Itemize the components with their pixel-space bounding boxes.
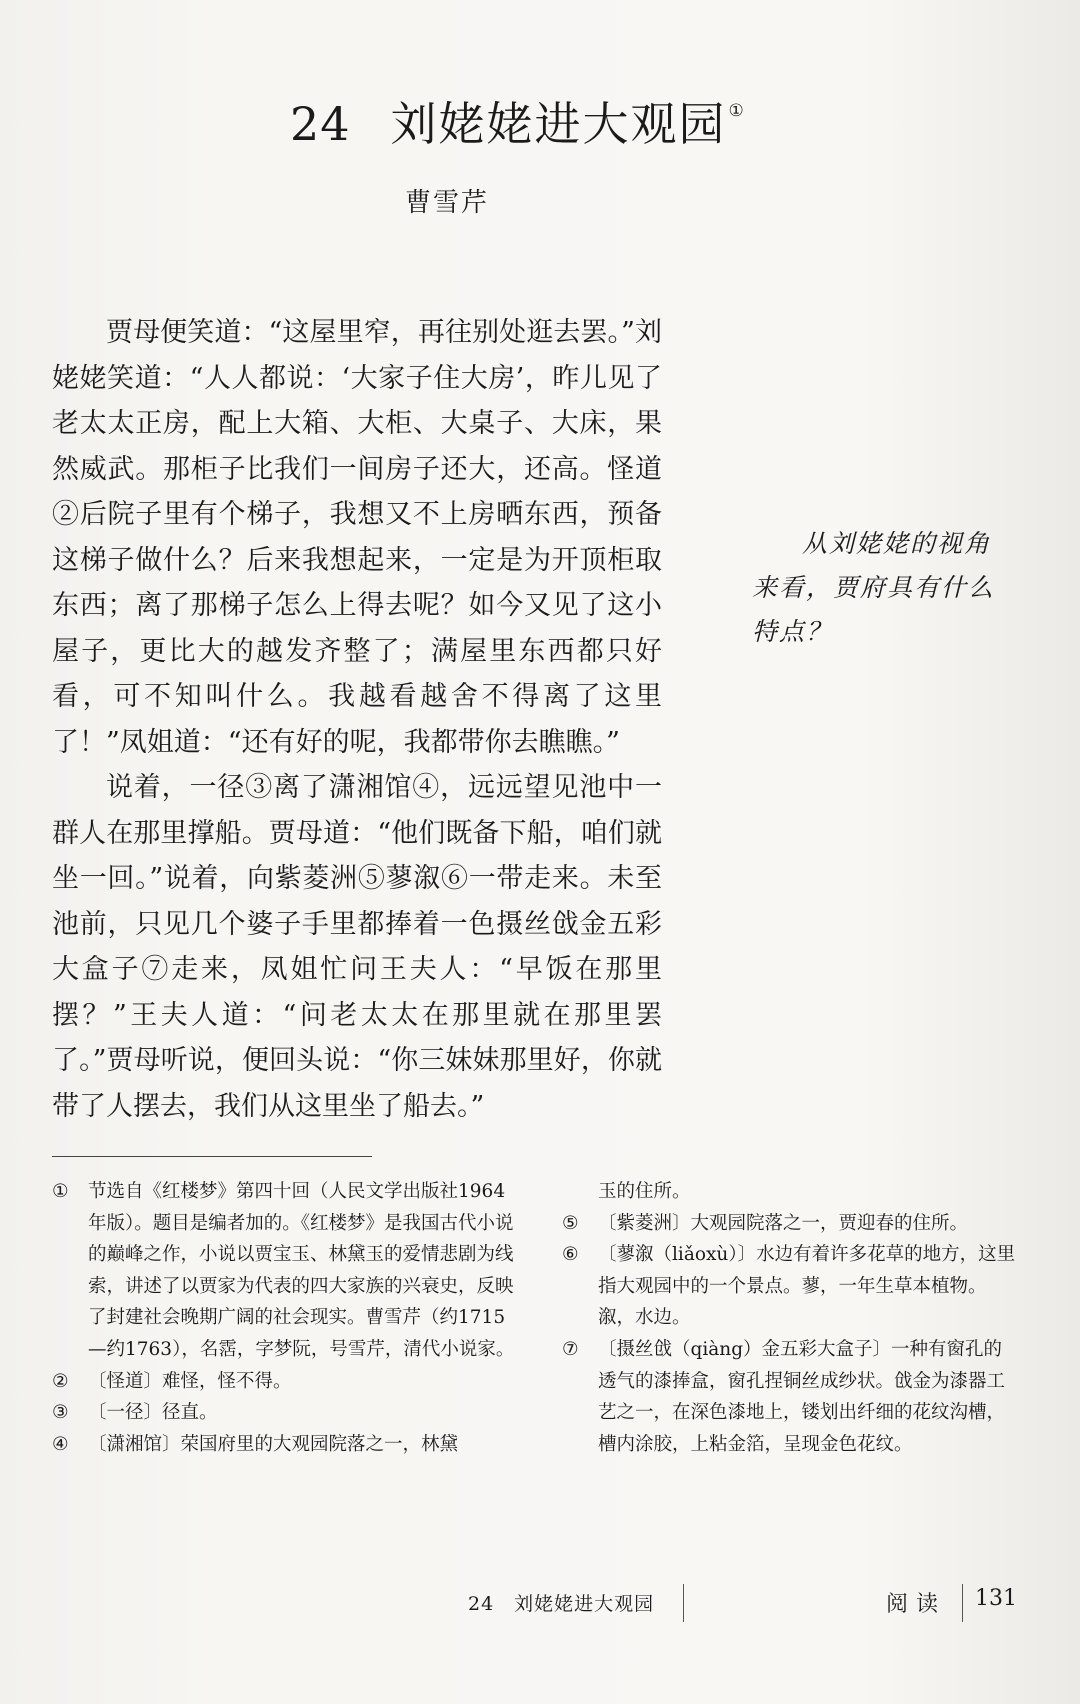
footnote-text: 〔潇湘馆〕荣国府里的大观园院落之一，林黛 (88, 1433, 459, 1455)
footer-section-label: 阅读 (886, 1592, 947, 1617)
lesson-title: 刘姥姥进大观园 (390, 97, 727, 151)
footnote-item (52, 1176, 520, 1366)
footnote-item (562, 1208, 1020, 1240)
footnote-item (562, 1239, 1020, 1334)
footnote-text: 〔蓼溆（liǎoxù）〕水边有着许多花草的地方，这里指大观园中的一个景点。蓼，一年生草本植物。溆，水边。 (598, 1244, 1016, 1329)
footnote-number: ③ (52, 1402, 69, 1424)
footer-divider (683, 1584, 684, 1622)
footnote-text: 〔怪道〕难怪，怪不得。 (88, 1370, 292, 1392)
footnote-item (52, 1397, 520, 1429)
paragraph: 贾母便笑道：“这屋里窄，再往别处逛去罢。”刘姥姥笑道：“人人都说：‘大家子住大房’，昨儿见了老太太正房，配上大箱、大柜、大桌子、大床，果然威武。那柜子比我们一间房子还大，还高。怪道②后院子里有个梯子，我想又不上房晒东西，预备这梯子做什么？后来我想起来，一定是为开顶柜取东西；离了那梯子怎么上得去呢？如今又见了这小屋子，更比大的越发齐整了；满屋里东西都只好看，可不知叫什么。我越看越舍不得离了这里了！”凤姐道：“还有好的呢，我都带你去瞧瞧。” (52, 317, 662, 758)
paragraph: 说着，一径③离了潇湘馆④，远远望见池中一群人在那里撑船。贾母道：“他们既备下船，咱们就坐一回。”说着，向紫菱洲⑤蓼溆⑥一带走来。未至池前，只见几个婆子手里都捧着一色摄丝戗金五彩大盒子⑦走来，凤姐忙问王夫人：“早饭在那里摆？”王夫人道：“问老太太在那里就在那里罢了。”贾母听说，便回头说：“你三妹妹那里好，你就带了人摆去，我们从这里坐了船去。” (52, 772, 662, 1122)
lesson-number: 24 (290, 97, 351, 151)
footnote-text: 〔摄丝戗（qiàng）金五彩大盒子〕一种有窗孔的透气的漆捧盒，窗孔捏铜丝成纱状。戗金为漆器工艺之一，在深色漆地上，镂划出纤细的花纹沟槽，槽内涂胶，上粘金箔，呈现金色花纹。 (598, 1338, 1006, 1455)
footnote-number: ⑤ (562, 1212, 579, 1234)
footnote-number: ⑥ (562, 1244, 579, 1266)
author-name: 曹雪芹 (405, 188, 490, 218)
footnote-number: ④ (52, 1433, 69, 1455)
footer-divider (962, 1584, 963, 1622)
footnote-text: 〔一径〕径直。 (88, 1402, 218, 1424)
margin-question: 从刘姥姥的视角来看，贾府具有什么特点？ (752, 529, 996, 646)
footnotes-left-column (52, 1176, 520, 1460)
footnote-number: ① (52, 1181, 69, 1202)
title-footnote-mark: ① (728, 101, 744, 121)
footnote-item (562, 1334, 1020, 1460)
footnote-continuation: 玉的住所。 (598, 1181, 691, 1202)
footnote-number: ⑦ (562, 1338, 579, 1360)
footnote-text: 节选自《红楼梦》第四十回（人民文学出版社1964年版）。题目是编者加的。《红楼梦》是我国古代小说的巅峰之作，小说以贾宝玉、林黛玉的爱情悲剧为线索，讲述了以贾家为代表的四大家族的兴衰史，反映了封建社会晚期广阔的社会现实。曹雪芹（约1715—约1763），名霑，字梦阮，号雪芹，清代小说家。 (88, 1181, 515, 1360)
footnote-divider (52, 1156, 372, 1157)
running-footer-title: 24 刘姥姥进大观园 (468, 1593, 655, 1615)
main-text (52, 310, 662, 1129)
lesson-title-row (290, 88, 744, 158)
footnote-item (52, 1366, 520, 1398)
footnote-number: ② (52, 1370, 69, 1392)
footnote-text: 〔紫菱洲〕大观园院落之一，贾迎春的住所。 (598, 1212, 969, 1234)
page-number: 131 (975, 1586, 1017, 1611)
footnote-item (52, 1429, 520, 1461)
footnotes-right-column (562, 1176, 1020, 1460)
